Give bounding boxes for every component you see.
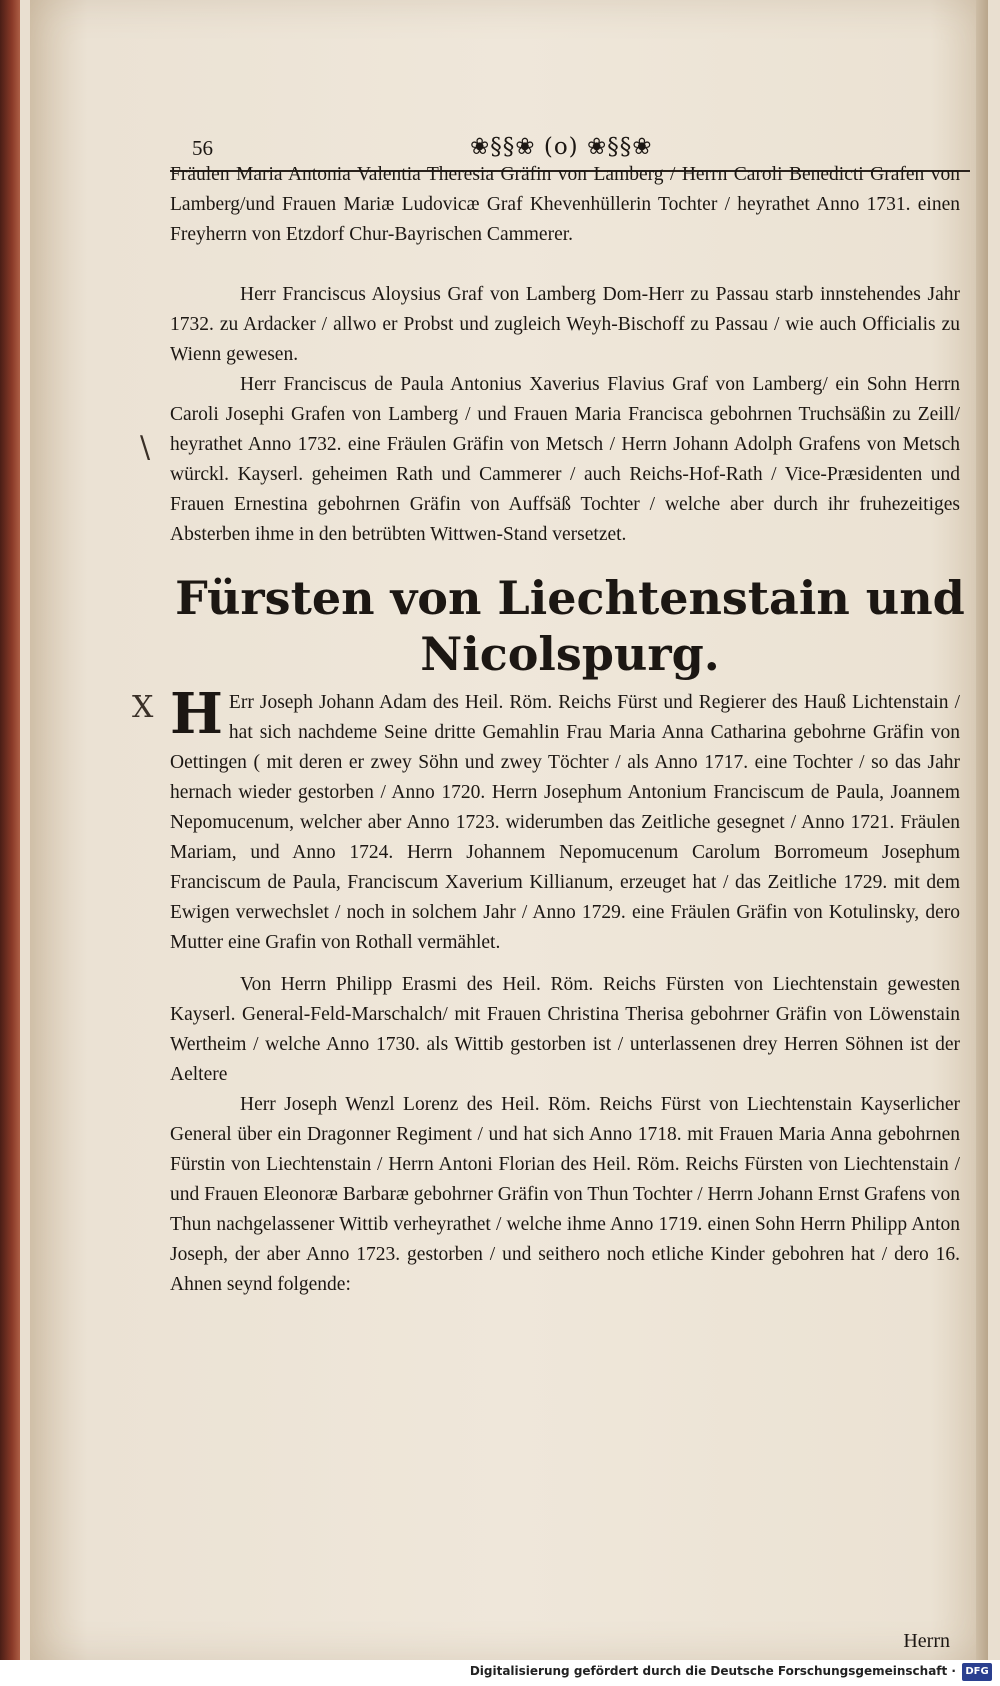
- page-number: 56: [192, 136, 213, 160]
- paragraph-lamberg-franciscus-aloysius: Herr Franciscus Aloysius Graf von Lamberg Dom-Herr zu Passau starb innstehendes Jahr 1732. zu Ardacker / allwo er Probst und zugleich Weyh-Bischoff zu Passau / wie auch Officialis zu Wienn gewesen.: [170, 284, 960, 365]
- paragraph-liechtenstein-joseph-johann-adam: [170, 681, 960, 958]
- margin-mark-cross: X: [132, 690, 154, 725]
- book-page: [30, 0, 988, 1660]
- catchword: Herrn: [903, 1630, 950, 1652]
- paragraph-lamberg-maria: Fräulen Maria Antonia Valentia Theresia Gräfin von Lamberg / Herrn Caroli Benedicti Grafen von Lamberg/und Frauen Mariæ Ludovicæ Graf Khevenhüllerin Tochter / heyrathet Anno 1731. einen Freyherrn von Etzdorf Chur-Bayrischen Cammerer.: [170, 164, 960, 245]
- page-content: [170, 130, 970, 1652]
- paragraph-liechtenstein-philipp-erasmi: Von Herrn Philipp Erasmi des Heil. Röm. Reichs Fürsten von Liechtenstain gewesten Kayserl. General-Feld-Marschalch/ mit Frauen Christina Therisa gebohrner Gräfin von Löwenstain Wertheim / welche Anno 1730. als Wittib gestorben ist / unterlassenen drey Herren Söhnen ist der Aeltere: [170, 974, 960, 1085]
- section-title: Fürsten von Liechtenstain und Nicolspurg.: [175, 571, 965, 681]
- page-edge: [976, 0, 988, 1660]
- dfg-logo: DFG: [962, 1663, 992, 1681]
- footer-credit: Digitalisierung gefördert durch die Deutsche Forschungsgemeinschaft ·: [469, 1664, 956, 1678]
- paragraph-lamberg-franciscus-de-paula: Herr Franciscus de Paula Antonius Xaverius Flavius Graf von Lamberg/ ein Sohn Herrn Caroli Josephi Grafen von Lamberg / und Frauen Maria Francisca gebohrnen Truchsäßin zu Zeill/ heyrathet Anno 1732. eine Fräulen Gräfin von Metsch / Herrn Johann Adolph Grafens von Metsch würckl. Kayserl. geheimen Rath und Cammerer / auch Reichs-Hof-Rath / Vice-Præsidenten und Frauen Ernestina gebohrnen Gräfin von Auffsäß Tochter / welche aber durch ihr fruhezeitiges Absterben ihme in den betrübten Wittwen-Stand versetzet.: [170, 374, 960, 545]
- drop-cap: H: [170, 681, 223, 747]
- digitization-footer: [0, 1660, 1000, 1686]
- header-ornament: ❀§§❀ (o) ❀§§❀: [470, 134, 653, 160]
- paragraph-text: Err Joseph Johann Adam des Heil. Röm. Reichs Fürst und Regierer des Hauß Lichtenstain / hat sich nachdeme Seine dritte Gemahlin Frau Maria Anna Catharina gebohrne Gräfin von Oettingen ( mit deren er zwey Söhn und zwey Töchter / als Anno 1717. eine Tochter / so das Jahr hernach wieder gestorben / Anno 1720. Herrn Josephum Antonium Franciscum de Paula, Joannem Nepomucenum, welcher aber Anno 1723. widerumben das Zeitliche gesegnet / Anno 1721. Fräulen Mariam, und Anno 1724. Herrn Johannem Nepomucenum Carolum Borromeum Josephum Franciscum de Paula, Franciscum Xaverium Killianum, erzeuget hat / das Zeitliche 1729. mit dem Ewigen verwechslet / noch in solchem Jahr / Anno 1729. eine Fräulen Gräfin von Kotulinsky, dero Mutter eine Grafin von Rothall vermählet.: [170, 692, 960, 953]
- margin-mark-backslash: \: [140, 430, 151, 465]
- paragraph-liechtenstein-joseph-wenzl: Herr Joseph Wenzl Lorenz des Heil. Röm. Reichs Fürst von Liechtenstain Kayserlicher General über ein Dragonner Regiment / und hat sich Anno 1718. mit Frauen Maria Anna gebohrnen Fürstin von Liechtenstain / Herrn Antoni Florian des Heil. Röm. Reichs Fürsten von Liechtenstain / und Frauen Eleonoræ Barbaræ gebohrner Gräfin von Thun Tochter / Herrn Johann Ernst Grafens von Thun nachgelassener Wittib verheyrathet / welche ihme Anno 1719. einen Sohn Herrn Philipp Anton Joseph, der aber Anno 1723. gestorben / und seithero noch etliche Kinder gebohren hat / dero 16. Ahnen seynd folgende:: [170, 1094, 960, 1295]
